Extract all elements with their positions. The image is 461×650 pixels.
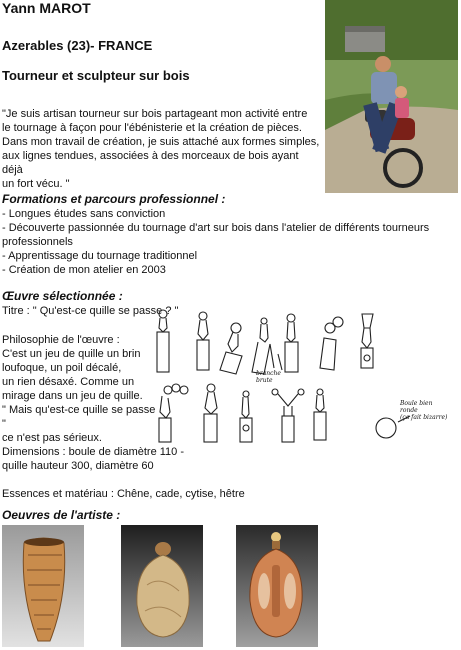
list-item: professionnels	[2, 236, 73, 248]
artwork-photo-1	[2, 525, 84, 647]
artwork-photo-3	[236, 525, 318, 647]
sketch-note-ball: Boule bien ronde (ça fait bizarre)	[400, 400, 448, 421]
artist-location: Azerables (23)- FRANCE	[2, 38, 153, 53]
quote-line: aux lignes tendues, associées à des morceaux de bois ayant déjà	[2, 150, 299, 176]
quote-line: "Je suis artisan tourneur sur bois partageant mon activité entre	[2, 108, 308, 120]
philo-line: C'est un jeu de quille un brin	[2, 348, 141, 360]
philo-line: " Mais qu'est-ce quille se passe "	[2, 404, 156, 430]
sketch-skittle	[204, 384, 217, 442]
oeuvre-essences: Essences et matériau : Chêne, cade, cytise, hêtre	[2, 488, 245, 500]
list-item: - Découverte passionnée du tournage d'art sur bois dans l'atelier de différents tourneurs	[2, 222, 430, 234]
oeuvre-title: Œuvre sélectionnée :	[2, 289, 123, 303]
sketch-skittle	[314, 389, 326, 440]
list-item: - Apprentissage du tournage traditionnel	[2, 250, 198, 262]
sketch-ball	[376, 418, 396, 438]
sketch-note-branch: branche brute	[256, 370, 281, 384]
list-item: - Création de mon atelier en 2003	[2, 264, 166, 276]
philo-line: Philosophie de l'œuvre :	[2, 334, 120, 346]
oeuvre-philosophie	[2, 333, 162, 445]
oeuvre-titre: Titre : " Qu'est-ce quille se passe ? "	[2, 305, 179, 317]
artist-quote	[2, 107, 320, 191]
sketch-skittle	[240, 391, 252, 442]
philo-line: mirage dans un jeu de quille.	[2, 390, 143, 402]
sketch-skittle	[361, 314, 373, 368]
sketch-skittle	[157, 310, 169, 372]
sketch-skittle	[220, 323, 242, 374]
philo-line: ce n'est pas sérieux.	[2, 432, 102, 444]
dimensions-line: quille hauteur 300, diamètre 60	[2, 460, 154, 472]
skittles-sketch	[148, 308, 460, 448]
philo-line: un rien désaxé. Comme un	[2, 376, 135, 388]
sketch-skittle	[159, 384, 188, 442]
dimensions-line: Dimensions : boule de diamètre 110 -	[2, 446, 185, 458]
sketch-skittle	[285, 314, 298, 372]
quote-line: le tournage à façon pour l'ébénisterie et la création de pièces.	[2, 122, 302, 134]
quote-line: un fort vécu. "	[2, 178, 70, 190]
artist-name: Yann MAROT	[2, 0, 91, 16]
artist-role: Tourneur et sculpteur sur bois	[2, 68, 190, 83]
artist-photo	[325, 0, 458, 193]
artwork-photo-2	[121, 525, 203, 647]
sketch-skittle	[197, 312, 209, 370]
artiste-title: Oeuvres de l'artiste :	[2, 508, 121, 522]
list-item: - Longues études sans conviction	[2, 208, 166, 220]
philo-line: loufoque, un poil décalé,	[2, 362, 122, 374]
sketch-skittle	[320, 317, 343, 370]
sketch-skittle	[272, 389, 304, 442]
formations-title: Formations et parcours professionnel :	[2, 192, 226, 206]
quote-line: Dans mon travail de création, je suis attaché aux formes simples,	[2, 136, 320, 148]
formations-list	[2, 207, 457, 277]
sketch-skittle	[252, 318, 274, 374]
oeuvre-dimensions	[2, 445, 192, 473]
